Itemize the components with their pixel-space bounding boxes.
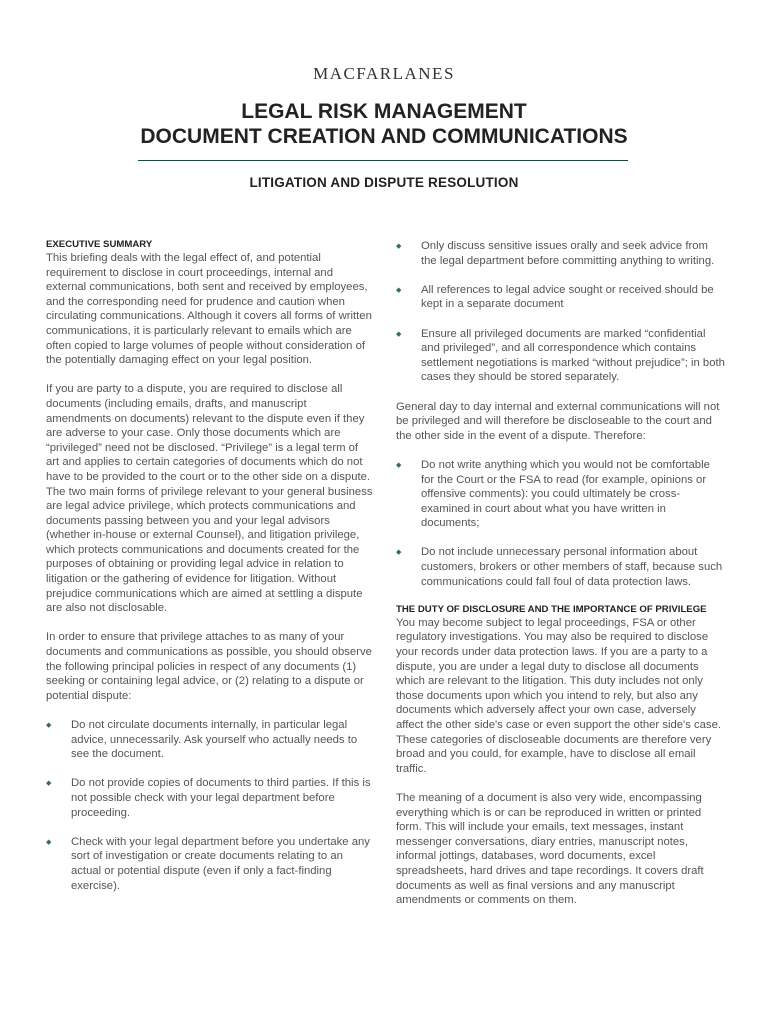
bullet-text: Check with your legal department before you undertake any sort of investigation or create documents relating to an actual or potential dispute (even if only a fact-finding exercise). — [71, 835, 370, 892]
general-communications-paragraph: General day to day internal and external communications will not be privileged and will therefore be discloseable to the court and the other side in the event of a dispute. Therefore: — [396, 400, 720, 442]
diamond-bullet-icon: ◆ — [396, 286, 402, 294]
list-item — [396, 239, 726, 268]
diamond-bullet-icon: ◆ — [46, 722, 52, 729]
meaning-of-document-paragraph: The meaning of a document is also very wide, encompassing everything which is or can be reproduced in written or printed form. This will include your emails, text messages, instant messenger conversations, diary entries, manuscript notes, informal jottings, databases, word documents, excel spreadsheets, hard drives and tape recordings. It covers draft documents as well as final versions and any manuscript amendments or comments on them. — [396, 791, 704, 907]
brand-logo-text: MACFARLANES — [313, 64, 455, 83]
diamond-bullet-icon: ◆ — [396, 330, 402, 338]
left-column — [46, 239, 374, 908]
privilege-policies-paragraph: In order to ensure that privilege attaches to as many of your documents and communications as possible, you should observe the following principal policies in respect of any documents (1) seeking or containing legal advice, or (2) relating to a dispute or potential dispute: — [46, 631, 372, 702]
diamond-bullet-icon: ◆ — [396, 549, 402, 557]
list-item — [396, 545, 726, 589]
diamond-bullet-icon: ◆ — [46, 838, 52, 846]
list-item — [396, 283, 726, 312]
executive-summary-paragraph: This briefing deals with the legal effect of, and potential requirement to disclose in court proceedings, internal and external communications, both sent and received by employees, and the corresponding need for prudence and caution when circulating communications. Although it covers all forms of written communications, it is particularly relevant to emails which are often copied to large volumes of people without consideration of the potentially damaging effect on your legal position. — [46, 252, 372, 367]
duty-of-disclosure-heading: THE DUTY OF DISCLOSURE AND THE IMPORTANCE OF PRIVILEGE — [396, 603, 707, 615]
diamond-bullet-icon: ◆ — [396, 461, 402, 469]
bullet-text: Do not include unnecessary personal information about customers, brokers or other members of staff, because such communications could fall foul of data protection laws. — [421, 546, 723, 588]
bullet-text: Ensure all privileged documents are marked “confidential and privileged”, and all correspondence which contains settlement negotiations is marked “without prejudice”; in both cases they should be stored separately. — [421, 327, 725, 384]
bullet-text: Do not provide copies of documents to third parties. If this is not possible check with your legal department before proceeding. — [71, 777, 371, 819]
bullet-text: Do not circulate documents internally, in particular legal advice, unnecessarily. Ask yourself who actually needs to see the document. — [71, 719, 358, 761]
right-column — [396, 239, 726, 922]
document-subtitle: LITIGATION AND DISPUTE RESOLUTION — [249, 175, 519, 190]
bullet-text: All references to legal advice sought or received should be kept in a separate document — [421, 283, 714, 311]
diamond-bullet-icon: ◆ — [396, 243, 402, 250]
document-title — [0, 99, 768, 149]
title-divider — [138, 160, 628, 161]
executive-summary-heading: EXECUTIVE SUMMARY — [46, 239, 153, 250]
title-line-2: DOCUMENT CREATION AND COMMUNICATIONS — [140, 125, 628, 148]
party-to-dispute-paragraph: If you are party to a dispute, you are required to disclose all documents (including emails, drafts, and manuscript amendments on documents) relevant to the dispute even if they are adverse to your case. Only those documents which are “privileged” need not be disclosed. “Privilege” is a legal term of art and applies to certain categories of documents which do not have to be provided to the court or to the other side on a dispute. The two main forms of privilege relevant to your general business are legal advice privilege, which protects communications and documents passing between you and your legal advisors (whether in-house or external Counsel), and litigation privilege, which protects communications and documents created for the purposes of obtaining or providing legal advice in relation to litigation or the gathering of evidence for litigation. Without prejudice communications which are aimed at settling a dispute are also not disclosable. — [46, 383, 373, 615]
list-item — [396, 458, 726, 531]
duty-of-disclosure-paragraph: You may become subject to legal proceedings, FSA or other regulatory investigations. You may also be required to disclose your records under data protection laws. If you are a party to a dispute, you are under a legal duty to disclose all documents which are relevant to the litigation. This duty includes not only those documents upon which you intend to rely, but also any documents which adversely affect your own case, adversely affect the other side's case or even support the other side's case. These categories of discloseable documents are therefore very broad and you could, for example, have to disclose all email traffic. — [396, 616, 722, 775]
list-item — [46, 835, 374, 893]
bullet-text: Do not write anything which you would not be comfortable for the Court or the FSA to read (for example, opinions or offensive comments): you could ultimately be cross-examined in court about what you have written in documents; — [421, 458, 710, 530]
title-line-1: LEGAL RISK MANAGEMENT — [241, 100, 527, 123]
list-item — [46, 718, 374, 762]
diamond-bullet-icon: ◆ — [46, 780, 52, 788]
bullet-text: Only discuss sensitive issues orally and seek advice from the legal department before committing anything to writing. — [421, 240, 715, 267]
list-item — [396, 327, 726, 385]
list-item — [46, 776, 374, 820]
